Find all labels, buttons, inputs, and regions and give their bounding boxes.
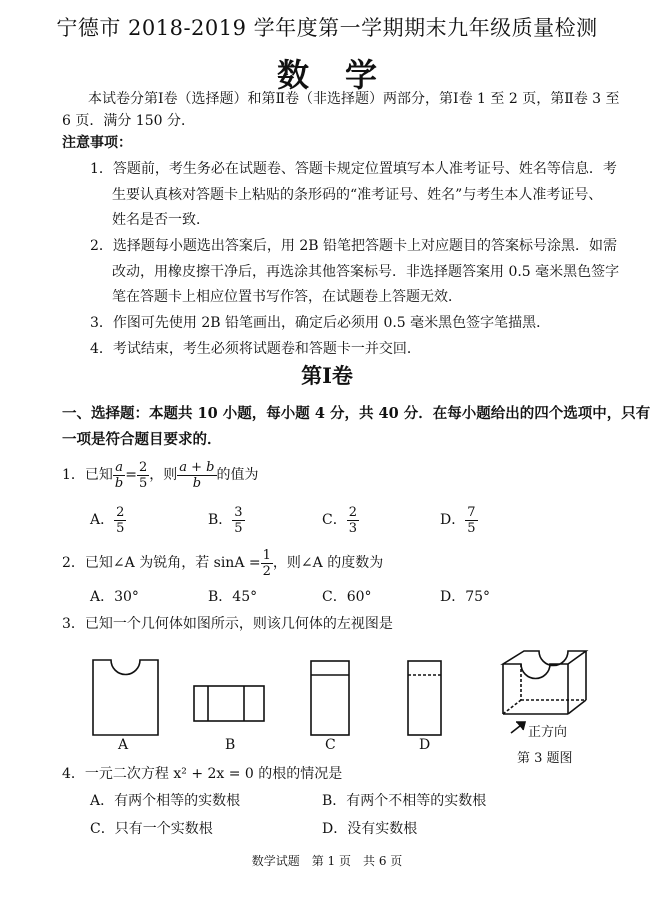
q1-option-d — [440, 503, 478, 537]
section-1-heading-cont: 一项是符合题目要求的． — [62, 431, 222, 448]
q2-option-d: D．75° — [440, 589, 491, 605]
q1-f3-num: a + b — [179, 459, 215, 475]
q3-view-a — [93, 660, 158, 735]
q3-label-a: A — [118, 737, 129, 753]
q3-view-d — [408, 661, 441, 735]
q2-option-b: B．45° — [208, 589, 258, 605]
q1-suffix: 的值为 — [216, 467, 259, 483]
question-2-stem — [62, 546, 383, 580]
note-3: 3．作图可先使用 2B 铅笔画出，确定后必须用 0.5 毫米黑色签字笔描黑． — [90, 315, 551, 331]
q2-suffix: ，则∠A 的度数为 — [272, 555, 384, 571]
q3-view-c — [311, 661, 349, 735]
q4-option-d: D．没有实数根 — [322, 821, 418, 837]
q2-fraction-1-over-2 — [261, 548, 273, 579]
question-3-stem: 3．已知一个几何体如图所示，则该几何体的左视图是 — [62, 616, 393, 632]
q4-option-b: B．有两个不相等的实数根 — [322, 793, 487, 809]
q3-label-c: C — [325, 737, 336, 753]
q3-label-b: B — [225, 737, 236, 753]
q1-f3-den: b — [192, 475, 202, 491]
q2-f-num: 1 — [262, 547, 271, 563]
q1-f1-num: a — [113, 460, 125, 476]
q1-prefix: 1．已知 — [62, 467, 113, 483]
q1-option-b-label: B． — [208, 512, 233, 528]
question-1-stem — [62, 458, 259, 492]
q2-f-den: 2 — [262, 563, 271, 579]
q1-option-c-fraction — [347, 505, 359, 536]
q1-fraction-a-plus-b-over-b — [177, 460, 216, 491]
q1-fraction-a-over-b — [113, 460, 125, 491]
note-2-line-1: 2．选择题每小题选出答案后，用 2B 铅笔把答题卡上对应题目的答案标号涂黑．如需 — [90, 238, 618, 254]
intro-line-1: 本试卷分第Ⅰ卷（选择题）和第Ⅱ卷（非选择题）两部分，第Ⅰ卷 1 至 2 页，第Ⅱ卷 3 至 — [88, 91, 620, 107]
note-1-line-2: 生要认真核对答题卡上粘贴的条形码的“准考证号、姓名”与考生本人准考证号、 — [112, 187, 603, 203]
exam-title: 宁德市 2018-2019 学年度第一学期期末九年级质量检测 — [56, 16, 598, 40]
q1-option-b-den: 5 — [234, 520, 243, 536]
q1-option-a-fraction — [114, 505, 126, 536]
q1-option-a-num: 2 — [116, 504, 125, 520]
q1-f2-num: 2 — [138, 459, 148, 475]
part-1-title: 第Ⅰ卷 — [301, 363, 353, 388]
q1-option-c — [322, 503, 359, 537]
note-4: 4．考试结束，考生必须将试题卷和答题卡一并交回． — [90, 341, 421, 357]
note-2-line-3: 笔在答题卡上相应位置书写作答，在试题卷上答题无效． — [112, 289, 462, 305]
q2-option-a: A．30° — [90, 589, 139, 605]
q4-option-a: A．有两个相等的实数根 — [90, 793, 241, 809]
q1-option-b-fraction — [232, 505, 244, 536]
q1-fraction-2-over-5 — [137, 460, 149, 491]
q2-prefix: 2．已知∠A 为锐角，若 sinA = — [62, 555, 261, 571]
q1-option-d-num: 7 — [467, 504, 476, 520]
note-1-line-1: 1．答题前，考生务必在试题卷、答题卡规定位置填写本人准考证号、姓名等信息．考 — [90, 161, 617, 177]
note-2-line-2: 改动，用橡皮擦干净后，再选涂其他答案标号．非选择题答案用 0.5 毫米黑色签字 — [112, 264, 620, 280]
q2-option-c: C．60° — [322, 589, 372, 605]
q1-option-d-label: D． — [440, 512, 466, 528]
question-4-stem: 4．一元二次方程 x² + 2x = 0 的根的情况是 — [62, 766, 343, 782]
q1-f2-den: 5 — [138, 475, 148, 491]
q1-option-b — [208, 503, 245, 537]
q3-figure-caption: 第 3 题图 — [517, 751, 573, 766]
q1-option-a — [90, 503, 126, 537]
note-1-line-3: 姓名是否一致． — [112, 212, 210, 228]
q1-option-a-label: A． — [90, 512, 115, 528]
page-footer: 数学试题 第 1 页 共 6 页 — [251, 854, 403, 868]
q1-option-d-den: 5 — [467, 520, 476, 536]
notes-heading: 注意事项： — [62, 135, 132, 151]
q1-option-c-label: C． — [322, 512, 347, 528]
q1-f1-den: b — [114, 475, 124, 491]
q1-option-d-fraction — [465, 505, 477, 536]
subject-title: 数学 — [276, 56, 413, 94]
q1-option-c-den: 3 — [348, 520, 357, 536]
q1-equals: = — [125, 467, 137, 483]
q3-direction-label: 正方向 — [528, 725, 568, 740]
intro-line-2: 6 页．满分 150 分． — [62, 113, 195, 129]
q3-view-b — [194, 686, 264, 721]
section-1-heading: 一、选择题：本题共 10 小题，每小题 4 分，共 40 分．在每小题给出的四个选项中，只有 — [62, 405, 651, 422]
q1-option-c-num: 2 — [348, 504, 357, 520]
q3-solid-figure — [503, 651, 586, 714]
q4-option-c: C．只有一个实数根 — [90, 821, 213, 837]
q3-direction-arrow — [511, 722, 525, 733]
q1-option-a-den: 5 — [116, 520, 125, 536]
q1-mid: ，则 — [149, 467, 178, 483]
q1-option-b-num: 3 — [234, 504, 243, 520]
q3-label-d: D — [419, 737, 431, 753]
